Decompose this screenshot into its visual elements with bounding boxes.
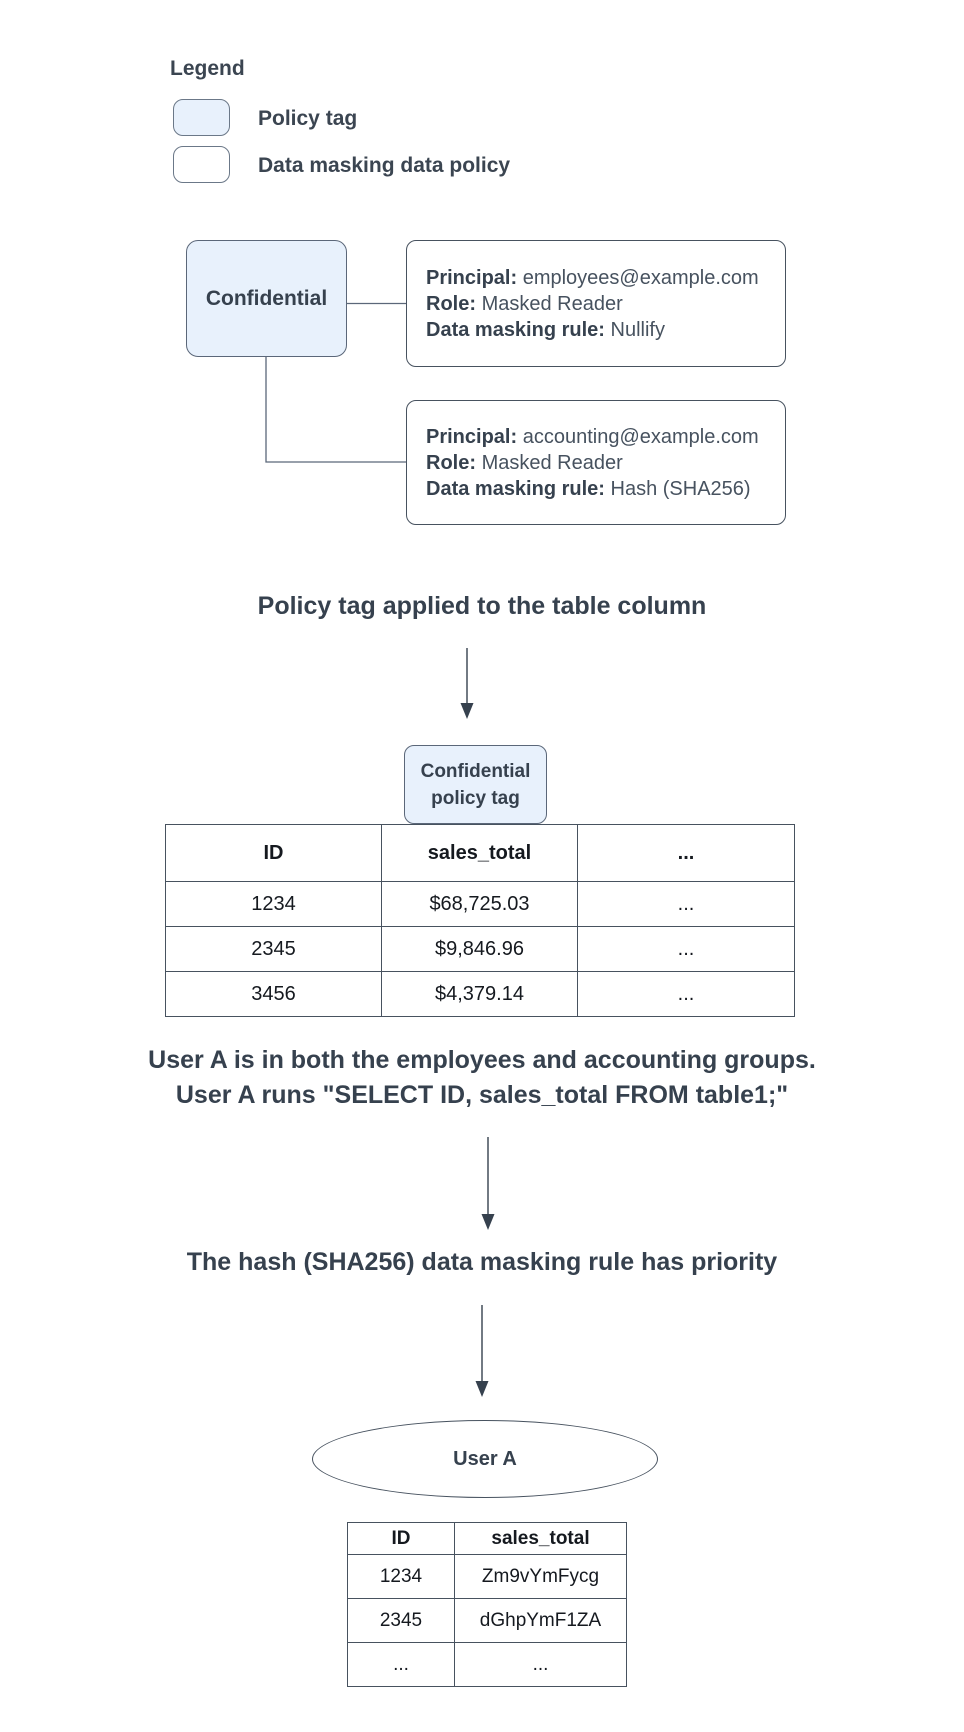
legend-policy-tag-swatch — [173, 99, 230, 136]
arrow-head-icon — [476, 1381, 489, 1397]
role-value: Masked Reader — [481, 451, 623, 474]
data-policy-box-nullify — [406, 240, 786, 367]
heading-user-a-line2: User A runs "SELECT ID, sales_total FROM table1;" — [175, 1081, 789, 1109]
col-header-sales-total: sales_total — [382, 825, 578, 882]
cell-sales-total: dGhpYmF1ZA — [455, 1599, 627, 1643]
cell-id: 2345 — [348, 1599, 455, 1643]
data-policy-box-hash — [406, 400, 786, 525]
cell-id: ... — [348, 1643, 455, 1687]
col-header-id: ID — [166, 825, 382, 882]
table-row — [166, 927, 795, 972]
source-table-header-row — [166, 825, 795, 882]
cell-id: 2345 — [166, 927, 382, 972]
col-header-sales-total: sales_total — [455, 1523, 627, 1555]
badge-line-2: policy tag — [431, 787, 520, 809]
cell-more: ... — [578, 927, 795, 972]
arrow-head-icon — [461, 703, 474, 719]
principal-label: Principal: — [426, 266, 518, 289]
legend-data-policy-swatch — [173, 146, 230, 183]
cell-more: ... — [578, 972, 795, 1017]
user-a-node — [312, 1420, 658, 1498]
policy-role-line — [426, 291, 777, 317]
badge-line-1: Confidential — [420, 760, 531, 782]
cell-id: 1234 — [166, 882, 382, 927]
col-header-more: ... — [578, 825, 795, 882]
cell-sales-total: $4,379.14 — [382, 972, 578, 1017]
source-table — [165, 824, 795, 1017]
cell-sales-total: ... — [455, 1643, 627, 1687]
result-table-header-row — [348, 1523, 627, 1555]
rule-label: Data masking rule: — [426, 477, 605, 500]
cell-sales-total: $68,725.03 — [382, 882, 578, 927]
rule-value: Nullify — [610, 318, 665, 341]
heading-hash-priority: The hash (SHA256) data masking rule has priority — [186, 1248, 778, 1276]
rule-label: Data masking rule: — [426, 318, 605, 341]
principal-value: employees@example.com — [522, 266, 759, 289]
table-row — [348, 1599, 627, 1643]
connector-policy-to-hash — [266, 357, 406, 462]
role-value: Masked Reader — [481, 292, 623, 315]
col-header-id: ID — [348, 1523, 455, 1555]
policy-principal-line — [426, 424, 777, 450]
cell-id: 3456 — [166, 972, 382, 1017]
cell-more: ... — [578, 882, 795, 927]
table-row — [166, 972, 795, 1017]
table-row — [348, 1555, 627, 1599]
legend-title: Legend — [170, 57, 245, 80]
table-row — [166, 882, 795, 927]
principal-label: Principal: — [426, 425, 518, 448]
policy-principal-line — [426, 265, 777, 291]
principal-value: accounting@example.com — [522, 425, 759, 448]
role-label: Role: — [426, 451, 476, 474]
arrow-head-icon — [482, 1214, 495, 1230]
table-row — [348, 1643, 627, 1687]
legend-data-policy-label: Data masking data policy — [258, 154, 511, 177]
heading-user-a-line1: User A is in both the employees and accounting groups. — [148, 1046, 816, 1074]
policy-tag-node-label: Confidential — [205, 286, 328, 310]
confidential-policy-tag-badge — [404, 745, 547, 824]
rule-value: Hash (SHA256) — [610, 477, 751, 500]
policy-tag-node-confidential — [186, 240, 347, 357]
cell-sales-total: $9,846.96 — [382, 927, 578, 972]
cell-sales-total: Zm9vYmFycg — [455, 1555, 627, 1599]
heading-policy-tag-applied: Policy tag applied to the table column — [257, 592, 707, 620]
policy-rule-line — [426, 476, 777, 502]
role-label: Role: — [426, 292, 476, 315]
policy-role-line — [426, 450, 777, 476]
legend-policy-tag-label: Policy tag — [258, 107, 358, 130]
cell-id: 1234 — [348, 1555, 455, 1599]
result-table — [347, 1522, 627, 1687]
heading-user-a — [0, 1043, 964, 1113]
user-a-label: User A — [453, 1447, 517, 1470]
policy-rule-line — [426, 317, 777, 343]
